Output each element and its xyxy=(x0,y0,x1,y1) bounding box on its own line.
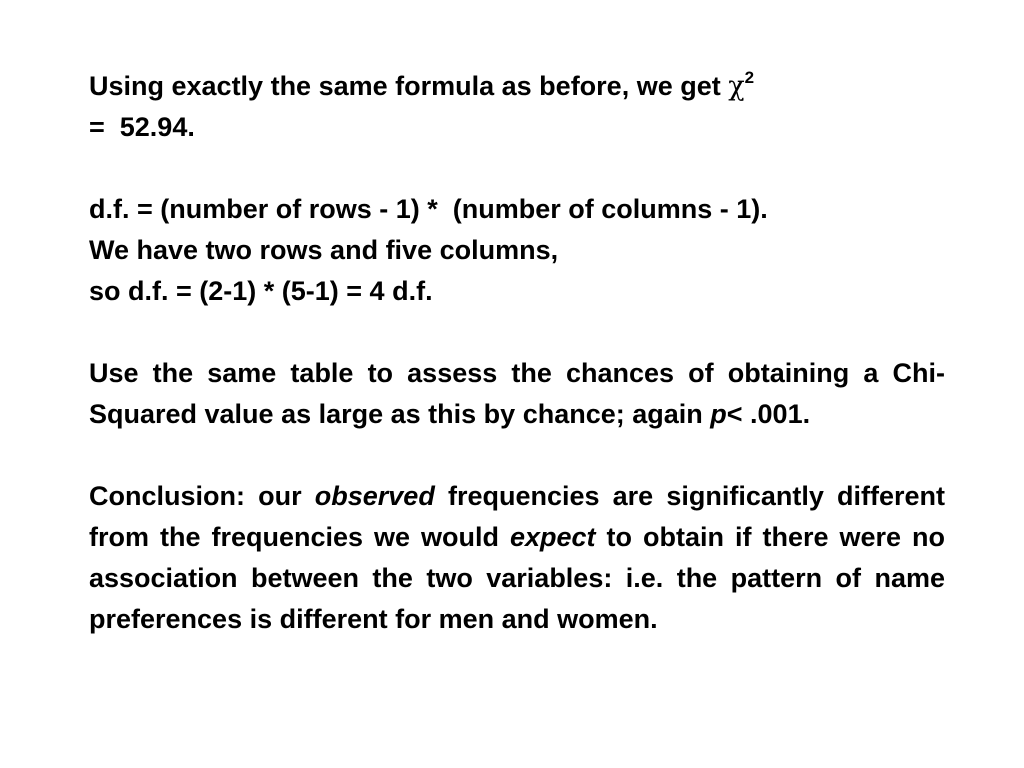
df-calculation-line: so d.f. = (2-1) * (5-1) = 4 d.f. xyxy=(89,276,433,306)
p-value-text: < .001. xyxy=(726,399,811,429)
table-assessment-paragraph xyxy=(89,353,945,435)
conclusion-text-3: to obtain if there were no association between the two variables: i.e. the pattern of name preferences is different for men and women. xyxy=(89,522,945,634)
conclusion-text-2: frequencies are significantly different from the frequencies we would xyxy=(89,481,946,552)
chi-squared-value: = 52.94. xyxy=(89,112,195,142)
slide-content xyxy=(89,66,945,640)
expect-emphasis: expect xyxy=(510,522,596,552)
df-rows-columns-line: We have two rows and five columns, xyxy=(89,235,559,265)
df-formula-line: d.f. = (number of rows - 1) * (number of columns - 1). xyxy=(89,194,768,224)
chi-superscript: 2 xyxy=(744,68,755,87)
chi-squared-result-paragraph xyxy=(89,66,945,148)
chi-squared-lead-text: Using exactly the same formula as before, we get xyxy=(89,71,729,101)
conclusion-paragraph xyxy=(89,476,945,640)
p-symbol: p xyxy=(710,399,727,429)
table-assessment-text: Use the same table to assess the chances of obtaining a Chi-Squared value as large as this by chance; again xyxy=(89,358,945,429)
degrees-of-freedom-paragraph xyxy=(89,189,945,312)
chi-symbol: χ xyxy=(728,71,745,102)
observed-emphasis: observed xyxy=(314,481,435,511)
conclusion-text-1: Conclusion: our xyxy=(89,481,315,511)
